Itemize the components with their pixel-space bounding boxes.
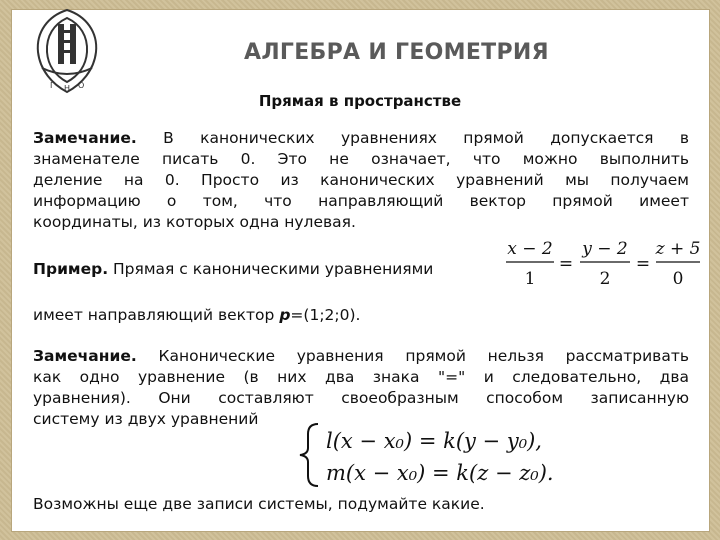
example-result-post: =(1;2;0). [290, 306, 361, 324]
example-result-pre: имеет направляющий вектор [33, 306, 280, 324]
example-label: Пример. [33, 260, 109, 278]
equation-system-formula [296, 420, 596, 490]
vector-name: p [279, 306, 291, 324]
remark1-line1 [33, 128, 689, 149]
system-brace-icon [300, 424, 318, 486]
equals-sign: = [635, 254, 651, 274]
fraction1-denominator: 1 [524, 269, 536, 289]
equals-sign: = [558, 254, 574, 274]
university-logo-icon [28, 6, 106, 100]
fraction1-numerator: x − 2 [507, 239, 553, 259]
fraction3-denominator: 0 [672, 269, 684, 289]
remark1-line3: деление на 0. Просто из канонических уравнений мы получаем [33, 171, 689, 189]
logo-letter: Н [64, 84, 71, 93]
example-text: Прямая с каноническими уравнениями [113, 260, 434, 278]
logo-letter: Г [50, 81, 55, 90]
remark2-line3: уравнения). Они составляют своеобразным способом записанную [33, 389, 689, 407]
system-row2: m(x − x₀) = k(z − z₀). [326, 461, 554, 485]
fraction2-denominator: 2 [599, 269, 611, 289]
remark1-text: В канонических уравнениях прямой допускается в [163, 129, 689, 147]
remark1-label: Замечание. [33, 129, 137, 147]
example-result [33, 305, 360, 326]
remark1-line4: информацию о том, что направляющий вектор прямой имеет [33, 192, 689, 210]
fraction3-numerator: z + 5 [655, 239, 701, 259]
canonical-equation-formula [502, 234, 702, 292]
section-subtitle: Прямая в пространстве [258, 92, 462, 110]
example-line [33, 259, 433, 280]
remark2-line1 [33, 346, 689, 367]
system-row1: l(x − x₀) = k(y − y₀), [326, 429, 542, 453]
remark2-line4: систему из двух уравнений [33, 410, 259, 428]
remark1-line5: координаты, из которых одна нулевая. [33, 213, 356, 231]
remark2-line2: как одно уравнение (в них два знака "=" и следовательно, два [33, 368, 689, 386]
remark2-text: Канонические уравнения прямой нельзя рассматривать [158, 347, 689, 365]
closing-text: Возможны еще две записи системы, подумайте какие. [33, 495, 485, 513]
remark1-line2: знаменателе писать 0. Это не означает, что можно выполнить [33, 150, 689, 168]
logo-letter: О [78, 81, 85, 90]
remark2-label: Замечание. [33, 347, 137, 365]
fraction2-numerator: y − 2 [582, 239, 628, 259]
page-title: АЛГЕБРА И ГЕОМЕТРИЯ [244, 40, 549, 65]
